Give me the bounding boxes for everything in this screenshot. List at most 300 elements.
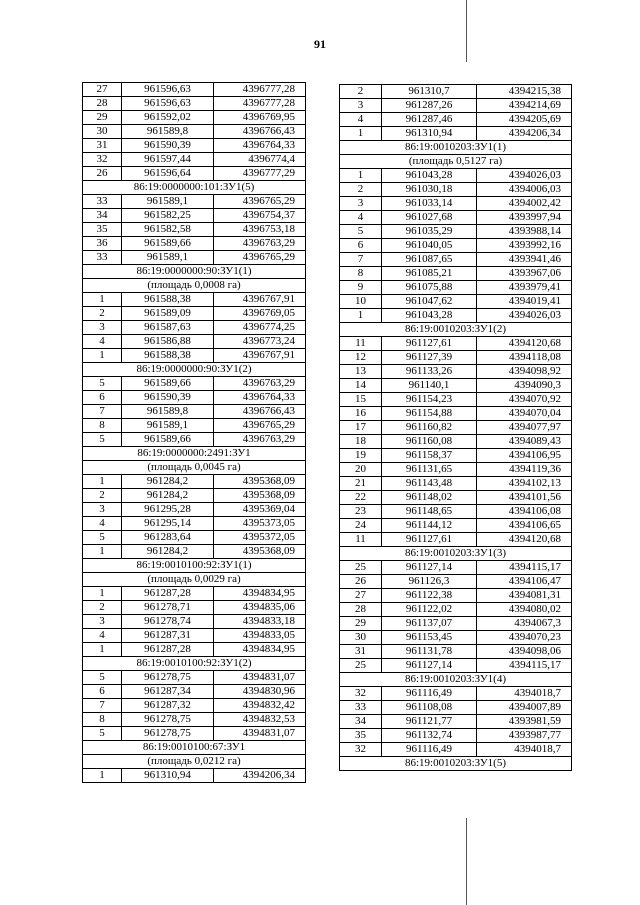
point-number: 34 xyxy=(340,715,382,729)
x-coordinate: 961160,82 xyxy=(382,421,477,435)
y-coordinate: 4396763,29 xyxy=(214,377,306,391)
point-number: 10 xyxy=(340,295,382,309)
table-row xyxy=(340,393,572,407)
y-coordinate: 4396766,43 xyxy=(214,405,306,419)
table-row xyxy=(340,169,572,183)
x-coordinate: 961284,2 xyxy=(122,489,214,503)
x-coordinate: 961287,28 xyxy=(122,643,214,657)
point-number: 6 xyxy=(340,239,382,253)
y-coordinate: 4394120,68 xyxy=(477,337,572,351)
point-number: 32 xyxy=(340,687,382,701)
point-number: 22 xyxy=(340,491,382,505)
table-row xyxy=(340,211,572,225)
table-row xyxy=(83,433,306,447)
table-row xyxy=(83,405,306,419)
y-coordinate: 4394067,3 xyxy=(477,617,572,631)
x-coordinate: 961127,14 xyxy=(382,659,477,673)
x-coordinate: 961132,74 xyxy=(382,729,477,743)
x-coordinate: 961075,88 xyxy=(382,281,477,295)
section-header-row xyxy=(83,363,306,377)
y-coordinate: 4396765,29 xyxy=(214,251,306,265)
section-header-row xyxy=(83,755,306,769)
point-number: 33 xyxy=(340,701,382,715)
point-number: 5 xyxy=(83,671,122,685)
x-coordinate: 961582,58 xyxy=(122,223,214,237)
x-coordinate: 961131,78 xyxy=(382,645,477,659)
y-coordinate: 4394215,38 xyxy=(477,85,572,99)
y-coordinate: 4394830,96 xyxy=(214,685,306,699)
x-coordinate: 961140,1 xyxy=(382,379,477,393)
table-row xyxy=(83,713,306,727)
y-coordinate: 4396774,4 xyxy=(214,153,306,167)
table-row xyxy=(83,615,306,629)
table-row xyxy=(83,475,306,489)
table-row xyxy=(83,377,306,391)
y-coordinate: 4393981,59 xyxy=(477,715,572,729)
point-number: 4 xyxy=(83,517,122,531)
section-header-row xyxy=(83,279,306,293)
table-row xyxy=(340,421,572,435)
table-row xyxy=(340,659,572,673)
point-number: 13 xyxy=(340,365,382,379)
table-row xyxy=(340,85,572,99)
point-number: 25 xyxy=(340,561,382,575)
table-row xyxy=(340,295,572,309)
section-header: (площадь 0,0212 га) xyxy=(83,755,306,769)
y-coordinate: 4396769,95 xyxy=(214,111,306,125)
y-coordinate: 4394019,41 xyxy=(477,295,572,309)
table-row xyxy=(340,267,572,281)
section-header: 86:19:0010203:ЗУ1(1) xyxy=(340,141,572,155)
table-row xyxy=(340,743,572,757)
y-coordinate: 4394833,05 xyxy=(214,629,306,643)
y-coordinate: 4396767,91 xyxy=(214,349,306,363)
y-coordinate: 4394106,95 xyxy=(477,449,572,463)
table-row xyxy=(340,309,572,323)
y-coordinate: 4394115,17 xyxy=(477,659,572,673)
scan-edge-line xyxy=(466,818,467,905)
point-number: 20 xyxy=(340,463,382,477)
x-coordinate: 961596,63 xyxy=(122,83,214,97)
table-row xyxy=(83,391,306,405)
point-number: 2 xyxy=(83,307,122,321)
x-coordinate: 961278,75 xyxy=(122,713,214,727)
y-coordinate: 4395372,05 xyxy=(214,531,306,545)
x-coordinate: 961043,28 xyxy=(382,309,477,323)
point-number: 3 xyxy=(340,99,382,113)
table-row xyxy=(340,99,572,113)
point-number: 1 xyxy=(340,169,382,183)
point-number: 4 xyxy=(340,211,382,225)
point-number: 14 xyxy=(340,379,382,393)
point-number: 30 xyxy=(83,125,122,139)
y-coordinate: 4396764,33 xyxy=(214,391,306,405)
point-number: 7 xyxy=(83,405,122,419)
y-coordinate: 4394090,3 xyxy=(477,379,572,393)
table-row xyxy=(83,111,306,125)
table-row xyxy=(83,769,306,783)
y-coordinate: 4396763,29 xyxy=(214,433,306,447)
section-header: (площадь 0,0029 га) xyxy=(83,573,306,587)
point-number: 6 xyxy=(83,391,122,405)
point-number: 8 xyxy=(83,419,122,433)
y-coordinate: 4394106,47 xyxy=(477,575,572,589)
point-number: 27 xyxy=(340,589,382,603)
x-coordinate: 961295,14 xyxy=(122,517,214,531)
table-row xyxy=(83,335,306,349)
section-header: 86:19:0010203:ЗУ1(4) xyxy=(340,673,572,687)
table-row xyxy=(340,463,572,477)
y-coordinate: 4394834,95 xyxy=(214,643,306,657)
x-coordinate: 961284,2 xyxy=(122,475,214,489)
table-row xyxy=(83,489,306,503)
y-coordinate: 4394018,7 xyxy=(477,743,572,757)
y-coordinate: 4395369,04 xyxy=(214,503,306,517)
point-number: 7 xyxy=(83,699,122,713)
table-row xyxy=(340,729,572,743)
x-coordinate: 961127,39 xyxy=(382,351,477,365)
x-coordinate: 961589,66 xyxy=(122,237,214,251)
y-coordinate: 4394070,04 xyxy=(477,407,572,421)
y-coordinate: 4396777,28 xyxy=(214,83,306,97)
table-row xyxy=(340,491,572,505)
x-coordinate: 961310,94 xyxy=(382,127,477,141)
point-number: 1 xyxy=(83,475,122,489)
x-coordinate: 961589,8 xyxy=(122,405,214,419)
x-coordinate: 961589,1 xyxy=(122,419,214,433)
x-coordinate: 961158,37 xyxy=(382,449,477,463)
table-row xyxy=(340,477,572,491)
x-coordinate: 961153,45 xyxy=(382,631,477,645)
point-number: 8 xyxy=(340,267,382,281)
x-coordinate: 961126,3 xyxy=(382,575,477,589)
x-coordinate: 961160,08 xyxy=(382,435,477,449)
table-row xyxy=(340,253,572,267)
point-number: 5 xyxy=(83,377,122,391)
x-coordinate: 961310,94 xyxy=(122,769,214,783)
x-coordinate: 961030,18 xyxy=(382,183,477,197)
y-coordinate: 4394115,17 xyxy=(477,561,572,575)
x-coordinate: 961116,49 xyxy=(382,687,477,701)
section-header: 86:19:0010100:67:ЗУ1 xyxy=(83,741,306,755)
x-coordinate: 961085,21 xyxy=(382,267,477,281)
table-row xyxy=(83,223,306,237)
point-number: 1 xyxy=(340,127,382,141)
x-coordinate: 961588,38 xyxy=(122,293,214,307)
table-row xyxy=(340,715,572,729)
point-number: 8 xyxy=(83,713,122,727)
x-coordinate: 961592,02 xyxy=(122,111,214,125)
point-number: 28 xyxy=(83,97,122,111)
y-coordinate: 4394007,89 xyxy=(477,701,572,715)
x-coordinate: 961589,1 xyxy=(122,195,214,209)
y-coordinate: 4396765,29 xyxy=(214,195,306,209)
y-coordinate: 4394214,69 xyxy=(477,99,572,113)
x-coordinate: 961588,38 xyxy=(122,349,214,363)
table-row xyxy=(83,587,306,601)
y-coordinate: 4393967,06 xyxy=(477,267,572,281)
table-row xyxy=(83,209,306,223)
section-header-row xyxy=(340,155,572,169)
y-coordinate: 4394832,42 xyxy=(214,699,306,713)
point-number: 5 xyxy=(340,225,382,239)
y-coordinate: 4394206,34 xyxy=(477,127,572,141)
y-coordinate: 4394831,07 xyxy=(214,671,306,685)
point-number: 32 xyxy=(340,743,382,757)
page-number: 91 xyxy=(314,37,326,51)
section-header: (площадь 0,0045 га) xyxy=(83,461,306,475)
x-coordinate: 961148,02 xyxy=(382,491,477,505)
x-coordinate: 961589,66 xyxy=(122,377,214,391)
point-number: 19 xyxy=(340,449,382,463)
table-row xyxy=(83,643,306,657)
section-header: 86:19:0000000:90:ЗУ1(1) xyxy=(83,265,306,279)
y-coordinate: 4394120,68 xyxy=(477,533,572,547)
coordinates-table-left xyxy=(82,82,305,783)
point-number: 7 xyxy=(340,253,382,267)
section-header-row xyxy=(83,265,306,279)
y-coordinate: 4396777,28 xyxy=(214,97,306,111)
point-number: 1 xyxy=(83,349,122,363)
point-number: 4 xyxy=(83,629,122,643)
point-number: 2 xyxy=(340,183,382,197)
y-coordinate: 4394026,03 xyxy=(477,309,572,323)
x-coordinate: 961310,7 xyxy=(382,85,477,99)
section-header-row xyxy=(340,141,572,155)
x-coordinate: 961133,26 xyxy=(382,365,477,379)
x-coordinate: 961283,64 xyxy=(122,531,214,545)
section-header-row xyxy=(83,559,306,573)
x-coordinate: 961278,74 xyxy=(122,615,214,629)
point-number: 5 xyxy=(83,433,122,447)
table-row xyxy=(83,671,306,685)
x-coordinate: 961278,75 xyxy=(122,671,214,685)
y-coordinate: 4396754,37 xyxy=(214,209,306,223)
y-coordinate: 4394006,03 xyxy=(477,183,572,197)
y-coordinate: 4394098,06 xyxy=(477,645,572,659)
table-row xyxy=(340,183,572,197)
point-number: 9 xyxy=(340,281,382,295)
x-coordinate: 961284,2 xyxy=(122,545,214,559)
x-coordinate: 961108,08 xyxy=(382,701,477,715)
y-coordinate: 4393992,16 xyxy=(477,239,572,253)
table-row xyxy=(83,517,306,531)
x-coordinate: 961590,39 xyxy=(122,139,214,153)
y-coordinate: 4394002,42 xyxy=(477,197,572,211)
point-number: 30 xyxy=(340,631,382,645)
x-coordinate: 961122,38 xyxy=(382,589,477,603)
y-coordinate: 4394119,36 xyxy=(477,463,572,477)
section-header: 86:19:0000000:2491:ЗУ1 xyxy=(83,447,306,461)
table-row xyxy=(340,645,572,659)
point-number: 29 xyxy=(83,111,122,125)
table-row xyxy=(340,575,572,589)
x-coordinate: 961148,65 xyxy=(382,505,477,519)
y-coordinate: 4394118,08 xyxy=(477,351,572,365)
section-header: 86:19:0000000:101:ЗУ1(5) xyxy=(83,181,306,195)
y-coordinate: 4393979,41 xyxy=(477,281,572,295)
table-row xyxy=(340,239,572,253)
table-row xyxy=(340,379,572,393)
section-header: 86:19:0010203:ЗУ1(5) xyxy=(340,757,572,771)
table-row xyxy=(340,589,572,603)
y-coordinate: 4395368,09 xyxy=(214,489,306,503)
point-number: 3 xyxy=(83,615,122,629)
section-header: (площадь 0,5127 га) xyxy=(340,155,572,169)
section-header-row xyxy=(83,741,306,755)
y-coordinate: 4394101,56 xyxy=(477,491,572,505)
y-coordinate: 4394205,69 xyxy=(477,113,572,127)
x-coordinate: 961143,48 xyxy=(382,477,477,491)
y-coordinate: 4396773,24 xyxy=(214,335,306,349)
table-row xyxy=(83,83,306,97)
x-coordinate: 961287,32 xyxy=(122,699,214,713)
point-number: 23 xyxy=(340,505,382,519)
table-row xyxy=(340,351,572,365)
point-number: 1 xyxy=(83,769,122,783)
section-header: 86:19:0010203:ЗУ1(3) xyxy=(340,547,572,561)
y-coordinate: 4394106,65 xyxy=(477,519,572,533)
y-coordinate: 4393987,77 xyxy=(477,729,572,743)
x-coordinate: 961589,1 xyxy=(122,251,214,265)
x-coordinate: 961287,28 xyxy=(122,587,214,601)
y-coordinate: 4396766,43 xyxy=(214,125,306,139)
point-number: 6 xyxy=(83,685,122,699)
point-number: 21 xyxy=(340,477,382,491)
table-row xyxy=(83,531,306,545)
y-coordinate: 4393941,46 xyxy=(477,253,572,267)
section-header-row xyxy=(340,323,572,337)
table-row xyxy=(340,701,572,715)
point-number: 28 xyxy=(340,603,382,617)
y-coordinate: 4395373,05 xyxy=(214,517,306,531)
point-number: 3 xyxy=(83,321,122,335)
y-coordinate: 4394081,31 xyxy=(477,589,572,603)
y-coordinate: 4394018,7 xyxy=(477,687,572,701)
x-coordinate: 961154,23 xyxy=(382,393,477,407)
table-row xyxy=(340,281,572,295)
point-number: 3 xyxy=(83,503,122,517)
point-number: 4 xyxy=(340,113,382,127)
x-coordinate: 961131,65 xyxy=(382,463,477,477)
point-number: 34 xyxy=(83,209,122,223)
point-number: 16 xyxy=(340,407,382,421)
point-number: 33 xyxy=(83,251,122,265)
y-coordinate: 4394834,95 xyxy=(214,587,306,601)
x-coordinate: 961287,26 xyxy=(382,99,477,113)
x-coordinate: 961596,63 xyxy=(122,97,214,111)
y-coordinate: 4396764,33 xyxy=(214,139,306,153)
x-coordinate: 961121,77 xyxy=(382,715,477,729)
table-row xyxy=(83,307,306,321)
x-coordinate: 961122,02 xyxy=(382,603,477,617)
y-coordinate: 4394106,08 xyxy=(477,505,572,519)
x-coordinate: 961586,88 xyxy=(122,335,214,349)
section-header-row xyxy=(83,461,306,475)
table-row xyxy=(340,603,572,617)
table-row xyxy=(83,321,306,335)
table-row xyxy=(83,419,306,433)
section-header-row xyxy=(340,673,572,687)
table-row xyxy=(340,561,572,575)
y-coordinate: 4394070,23 xyxy=(477,631,572,645)
x-coordinate: 961278,75 xyxy=(122,727,214,741)
x-coordinate: 961144,12 xyxy=(382,519,477,533)
y-coordinate: 4396753,18 xyxy=(214,223,306,237)
table-row xyxy=(83,349,306,363)
point-number: 1 xyxy=(83,587,122,601)
table-row xyxy=(83,195,306,209)
table-row xyxy=(83,139,306,153)
point-number: 26 xyxy=(83,167,122,181)
table-row xyxy=(340,631,572,645)
point-number: 15 xyxy=(340,393,382,407)
table-row xyxy=(83,153,306,167)
table-row xyxy=(83,293,306,307)
table-row xyxy=(340,365,572,379)
x-coordinate: 961043,28 xyxy=(382,169,477,183)
y-coordinate: 4396765,29 xyxy=(214,419,306,433)
table-row xyxy=(340,617,572,631)
table-row xyxy=(340,519,572,533)
table-row xyxy=(83,167,306,181)
x-coordinate: 961589,8 xyxy=(122,125,214,139)
x-coordinate: 961047,62 xyxy=(382,295,477,309)
point-number: 1 xyxy=(83,293,122,307)
x-coordinate: 961590,39 xyxy=(122,391,214,405)
section-header-row xyxy=(83,657,306,671)
point-number: 26 xyxy=(340,575,382,589)
point-number: 12 xyxy=(340,351,382,365)
table-row xyxy=(340,435,572,449)
table-row xyxy=(83,545,306,559)
table-row xyxy=(340,533,572,547)
point-number: 1 xyxy=(340,309,382,323)
section-header-row xyxy=(83,447,306,461)
point-number: 11 xyxy=(340,337,382,351)
point-number: 1 xyxy=(83,545,122,559)
y-coordinate: 4394102,13 xyxy=(477,477,572,491)
y-coordinate: 4395368,09 xyxy=(214,545,306,559)
x-coordinate: 961035,29 xyxy=(382,225,477,239)
point-number: 11 xyxy=(340,533,382,547)
point-number: 5 xyxy=(83,727,122,741)
x-coordinate: 961040,05 xyxy=(382,239,477,253)
point-number: 35 xyxy=(340,729,382,743)
x-coordinate: 961287,34 xyxy=(122,685,214,699)
coordinates-table-right xyxy=(339,84,571,771)
x-coordinate: 961287,31 xyxy=(122,629,214,643)
y-coordinate: 4393997,94 xyxy=(477,211,572,225)
table-row xyxy=(83,601,306,615)
x-coordinate: 961127,14 xyxy=(382,561,477,575)
point-number: 2 xyxy=(340,85,382,99)
point-number: 2 xyxy=(83,601,122,615)
y-coordinate: 4396769,05 xyxy=(214,307,306,321)
point-number: 36 xyxy=(83,237,122,251)
x-coordinate: 961596,64 xyxy=(122,167,214,181)
x-coordinate: 961287,46 xyxy=(382,113,477,127)
section-header: 86:19:0000000:90:ЗУ1(2) xyxy=(83,363,306,377)
table-row xyxy=(83,699,306,713)
point-number: 5 xyxy=(83,531,122,545)
y-coordinate: 4394098,92 xyxy=(477,365,572,379)
table-row xyxy=(340,687,572,701)
y-coordinate: 4396777,29 xyxy=(214,167,306,181)
table-row xyxy=(83,629,306,643)
x-coordinate: 961589,09 xyxy=(122,307,214,321)
point-number: 18 xyxy=(340,435,382,449)
